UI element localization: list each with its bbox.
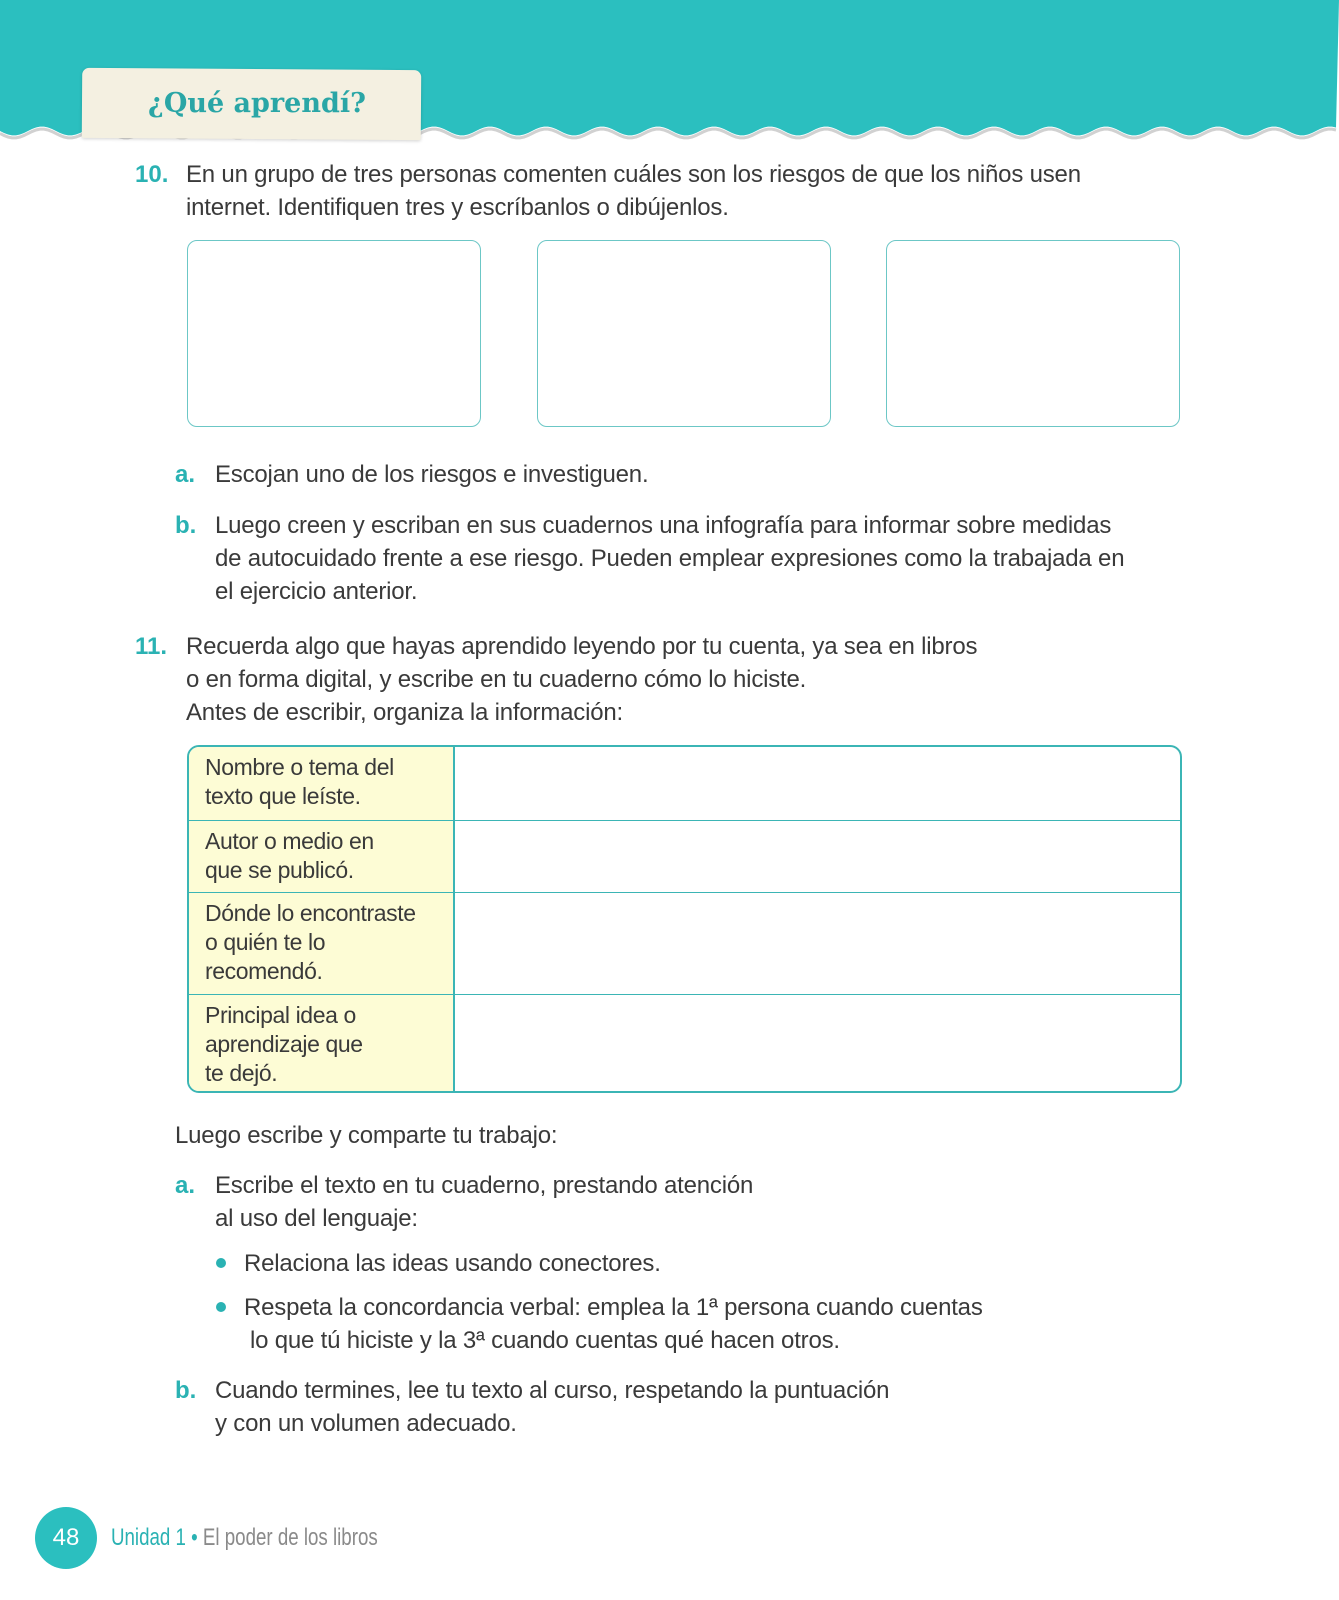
question-10b-label: b. — [175, 512, 197, 539]
label-line: Principal idea o — [205, 1001, 356, 1028]
footer-running-title — [111, 1522, 378, 1554]
instruction-text: Luego escribe y comparte tu trabajo: — [175, 1122, 558, 1149]
question-10-text — [186, 158, 1081, 224]
label-line: Nombre o tema del — [205, 754, 394, 780]
answer-cell — [454, 892, 1180, 994]
table-row — [189, 994, 1180, 1093]
label-line: Dónde lo encontraste — [205, 899, 416, 926]
table-row — [189, 747, 1180, 820]
text-line: Respeta la concordancia verbal: emplea la 1ª persona cuando cuentas — [244, 1294, 983, 1321]
question-10b-text — [215, 509, 1124, 608]
text-line: Escribe el texto en tu cuaderno, prestando atención — [215, 1172, 754, 1199]
section-title: ¿Qué aprendí? — [148, 88, 366, 119]
table-row — [189, 820, 1180, 892]
row-label — [189, 820, 454, 892]
footer-separator: • — [191, 1524, 198, 1551]
question-11a-label: a. — [175, 1172, 196, 1199]
answer-box-1 — [187, 240, 481, 427]
label-line: aprendizaje que — [205, 1030, 363, 1057]
text-line: de autocuidado frente a ese riesgo. Pueden emplear expresiones como la trabajada en — [215, 545, 1125, 572]
text-line: En un grupo de tres personas comenten cuáles son los riesgos de que los niños usen — [186, 161, 1081, 188]
text-line: el ejercicio anterior. — [215, 578, 418, 605]
text-line: y con un volumen adecuado. — [215, 1410, 517, 1437]
page-number: 48 — [35, 1507, 97, 1569]
answer-cell — [454, 747, 1180, 820]
label-line: Autor o medio en — [205, 827, 374, 854]
label-line: texto que leíste. — [205, 783, 361, 809]
answer-box-2 — [537, 240, 831, 427]
answer-cell — [454, 994, 1180, 1093]
question-11b-label: b. — [175, 1377, 197, 1404]
question-10-number: 10. — [135, 161, 169, 188]
bullet-text-2 — [244, 1291, 983, 1357]
row-label — [189, 994, 454, 1093]
text-line: o en forma digital, y escribe en tu cuaderno cómo lo hiciste. — [186, 666, 807, 693]
bullet-text-1 — [244, 1247, 661, 1280]
label-line: te dejó. — [205, 1059, 278, 1086]
bullet-icon — [216, 1258, 226, 1268]
organizer-table — [187, 745, 1182, 1093]
row-label — [189, 892, 454, 994]
text-line: internet. Identifiquen tres y escríbanlos o dibújenlos. — [186, 194, 729, 221]
question-11a-text — [215, 1169, 753, 1235]
bullet-icon — [216, 1302, 226, 1312]
text-line: Relaciona las ideas usando conectores. — [244, 1250, 661, 1277]
label-line: recomendó. — [205, 957, 323, 984]
text-line: Recuerda algo que hayas aprendido leyendo por tu cuenta, ya sea en libros — [186, 633, 978, 660]
question-11b-text — [215, 1374, 889, 1440]
label-line: que se publicó. — [205, 856, 354, 883]
answer-cell — [454, 820, 1180, 892]
text-line: Cuando termines, lee tu texto al curso, respetando la puntuación — [215, 1377, 890, 1404]
footer-unit: Unidad 1 — [111, 1524, 186, 1551]
footer-title: El poder de los libros — [202, 1524, 378, 1551]
row-label — [189, 747, 454, 820]
question-11-number: 11. — [135, 633, 168, 660]
label-line: o quién te lo — [205, 928, 326, 955]
table-row — [189, 892, 1180, 994]
text-line: Escojan uno de los riesgos e investiguen. — [215, 461, 649, 488]
question-10a-text — [215, 458, 648, 491]
answer-box-3 — [886, 240, 1180, 427]
text-line: Antes de escribir, organiza la información: — [186, 699, 623, 726]
question-11-text — [186, 630, 977, 729]
text-line: Luego creen y escriban en sus cuadernos una infografía para informar sobre medidas — [215, 512, 1112, 539]
text-line: lo que tú hiciste y la 3ª cuando cuentas qué hacen otros. — [250, 1327, 840, 1354]
text-line: al uso del lenguaje: — [215, 1205, 418, 1232]
question-10a-label: a. — [175, 461, 196, 488]
